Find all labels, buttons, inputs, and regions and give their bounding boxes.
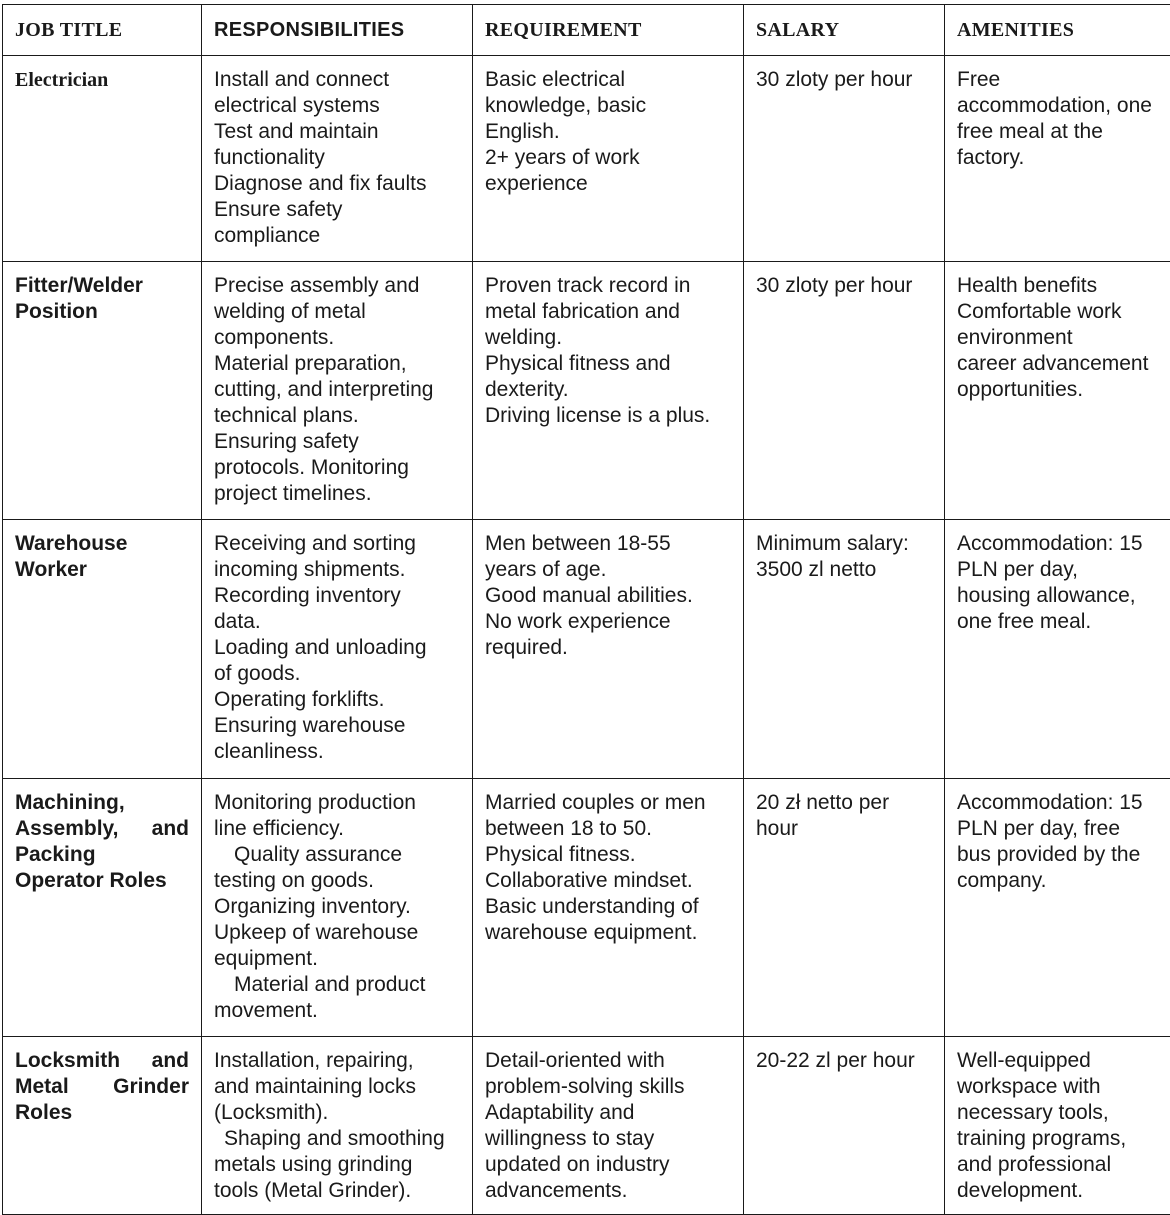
salary-cell <box>744 520 945 779</box>
amenities-cell <box>945 1037 1170 1215</box>
job-title-cell <box>3 56 202 262</box>
text-line: No work experience <box>485 609 731 635</box>
text-line: Operating forklifts. <box>214 687 460 713</box>
text-line: training programs, <box>957 1126 1160 1152</box>
text-line: Physical fitness. <box>485 842 731 868</box>
text-line: factory. <box>957 145 1160 171</box>
text-line: tools (Metal Grinder). <box>214 1178 460 1204</box>
header-job-title: JOB TITLE <box>3 5 202 56</box>
table-row <box>3 262 1170 520</box>
text-line: Comfortable work <box>957 299 1160 325</box>
text-line: metal fabrication and <box>485 299 731 325</box>
salary-cell <box>744 262 945 520</box>
text-line: Precise assembly and <box>214 273 460 299</box>
text-line: Operator Roles <box>15 868 189 894</box>
responsibilities-cell <box>202 520 473 779</box>
job-title-cell <box>3 779 202 1037</box>
text-line: English. <box>485 119 731 145</box>
text-line: testing on goods. <box>214 868 460 894</box>
header-responsibilities: RESPONSIBILITIES <box>202 5 473 56</box>
text-line: Install and connect <box>214 67 460 93</box>
job-listings-table-container <box>2 4 1170 1212</box>
text-line: Test and maintain <box>214 119 460 145</box>
text-line: Roles <box>15 1100 189 1126</box>
text-line: company. <box>957 868 1160 894</box>
text-line: 20-22 zl per hour <box>756 1048 932 1074</box>
text-line: Locksmith and <box>15 1048 189 1074</box>
text-line: 3500 zl netto <box>756 557 932 583</box>
responsibilities-cell <box>202 1037 473 1215</box>
text-line: problem-solving skills <box>485 1074 731 1100</box>
table-row <box>3 56 1170 262</box>
text-line: electrical systems <box>214 93 460 119</box>
text-line: Driving license is a plus. <box>485 403 731 429</box>
text-line: development. <box>957 1178 1160 1204</box>
text-line: and professional <box>957 1152 1160 1178</box>
text-line: Upkeep of warehouse <box>214 920 460 946</box>
text-line: Metal Grinder <box>15 1074 189 1100</box>
text-line: 2+ years of work <box>485 145 731 171</box>
text-line: Loading and unloading <box>214 635 460 661</box>
text-line: (Locksmith). <box>214 1100 460 1126</box>
text-line: components. <box>214 325 460 351</box>
text-line: Married couples or men <box>485 790 731 816</box>
text-line: 30 zloty per hour <box>756 67 932 93</box>
text-line: updated on industry <box>485 1152 731 1178</box>
text-line: opportunities. <box>957 377 1160 403</box>
text-line: PLN per day, free <box>957 816 1160 842</box>
table-row <box>3 779 1170 1037</box>
text-line: Material preparation, <box>214 351 460 377</box>
text-line: Proven track record in <box>485 273 731 299</box>
salary-cell <box>744 779 945 1037</box>
salary-cell <box>744 56 945 262</box>
text-line: Shaping and smoothing <box>214 1126 460 1152</box>
text-line: Packing <box>15 842 189 868</box>
text-line: PLN per day, <box>957 557 1160 583</box>
text-line: years of age. <box>485 557 731 583</box>
text-line: warehouse equipment. <box>485 920 731 946</box>
requirement-cell <box>473 1037 744 1215</box>
text-line: hour <box>756 816 932 842</box>
requirement-cell <box>473 520 744 779</box>
text-line: Fitter/Welder <box>15 273 189 299</box>
amenities-cell <box>945 779 1170 1037</box>
text-line: one free meal. <box>957 609 1160 635</box>
text-line: Ensuring warehouse <box>214 713 460 739</box>
amenities-cell <box>945 262 1170 520</box>
text-line: 30 zloty per hour <box>756 273 932 299</box>
text-line: housing allowance, <box>957 583 1160 609</box>
job-title-cell <box>3 1037 202 1215</box>
text-line: project timelines. <box>214 481 460 507</box>
text-line: Good manual abilities. <box>485 583 731 609</box>
text-line: and maintaining locks <box>214 1074 460 1100</box>
header-salary: SALARY <box>744 5 945 56</box>
text-line: Monitoring production <box>214 790 460 816</box>
header-row <box>3 5 1170 56</box>
text-line: Free <box>957 67 1160 93</box>
text-line: Accommodation: 15 <box>957 790 1160 816</box>
text-line: Well-equipped <box>957 1048 1160 1074</box>
text-line: incoming shipments. <box>214 557 460 583</box>
responsibilities-cell <box>202 262 473 520</box>
text-line: willingness to stay <box>485 1126 731 1152</box>
text-line: technical plans. <box>214 403 460 429</box>
text-line: movement. <box>214 998 460 1024</box>
text-line: Adaptability and <box>485 1100 731 1126</box>
text-line: Organizing inventory. <box>214 894 460 920</box>
text-line: required. <box>485 635 731 661</box>
text-line: Ensuring safety <box>214 429 460 455</box>
text-line: data. <box>214 609 460 635</box>
text-line: advancements. <box>485 1178 731 1204</box>
text-line: functionality <box>214 145 460 171</box>
responsibilities-cell <box>202 56 473 262</box>
text-line: Accommodation: 15 <box>957 531 1160 557</box>
amenities-cell <box>945 520 1170 779</box>
job-listings-table <box>2 4 1170 1215</box>
text-line: Warehouse <box>15 531 189 557</box>
salary-cell <box>744 1037 945 1215</box>
responsibilities-cell <box>202 779 473 1037</box>
text-line: Worker <box>15 557 189 583</box>
text-line: Recording inventory <box>214 583 460 609</box>
job-title-cell <box>3 520 202 779</box>
text-line: line efficiency. <box>214 816 460 842</box>
job-title-text: Electrician <box>15 67 189 93</box>
header-amenities: AMENITIES <box>945 5 1170 56</box>
text-line: Basic understanding of <box>485 894 731 920</box>
text-line: equipment. <box>214 946 460 972</box>
text-line: Receiving and sorting <box>214 531 460 557</box>
text-line: Assembly, and <box>15 816 189 842</box>
text-line: 20 zł netto per <box>756 790 932 816</box>
text-line: career advancement <box>957 351 1160 377</box>
text-line: Position <box>15 299 189 325</box>
text-line: compliance <box>214 223 460 249</box>
text-line: bus provided by the <box>957 842 1160 868</box>
requirement-cell <box>473 262 744 520</box>
text-line: necessary tools, <box>957 1100 1160 1126</box>
text-line: cutting, and interpreting <box>214 377 460 403</box>
text-line: knowledge, basic <box>485 93 731 119</box>
text-line: between 18 to 50. <box>485 816 731 842</box>
requirement-cell <box>473 779 744 1037</box>
job-title-cell <box>3 262 202 520</box>
text-line: of goods. <box>214 661 460 687</box>
text-line: Health benefits <box>957 273 1160 299</box>
text-line: welding of metal <box>214 299 460 325</box>
header-requirement: REQUIREMENT <box>473 5 744 56</box>
text-line: welding. <box>485 325 731 351</box>
text-line: Diagnose and fix faults <box>214 171 460 197</box>
text-line: experience <box>485 171 731 197</box>
text-line: Ensure safety <box>214 197 460 223</box>
table-row <box>3 520 1170 779</box>
text-line: protocols. Monitoring <box>214 455 460 481</box>
text-line: Collaborative mindset. <box>485 868 731 894</box>
text-line: metals using grinding <box>214 1152 460 1178</box>
text-line: workspace with <box>957 1074 1160 1100</box>
text-line: Men between 18-55 <box>485 531 731 557</box>
text-line: Basic electrical <box>485 67 731 93</box>
text-line: Machining, <box>15 790 189 816</box>
text-line: Physical fitness and <box>485 351 731 377</box>
amenities-cell <box>945 56 1170 262</box>
text-line: Quality assurance <box>214 842 460 868</box>
table-row <box>3 1037 1170 1215</box>
text-line: cleanliness. <box>214 739 460 765</box>
text-line: Minimum salary: <box>756 531 932 557</box>
text-line: Detail-oriented with <box>485 1048 731 1074</box>
text-line: Material and product <box>214 972 460 998</box>
text-line: accommodation, one <box>957 93 1160 119</box>
requirement-cell <box>473 56 744 262</box>
text-line: Installation, repairing, <box>214 1048 460 1074</box>
text-line: environment <box>957 325 1160 351</box>
text-line: free meal at the <box>957 119 1160 145</box>
text-line: dexterity. <box>485 377 731 403</box>
